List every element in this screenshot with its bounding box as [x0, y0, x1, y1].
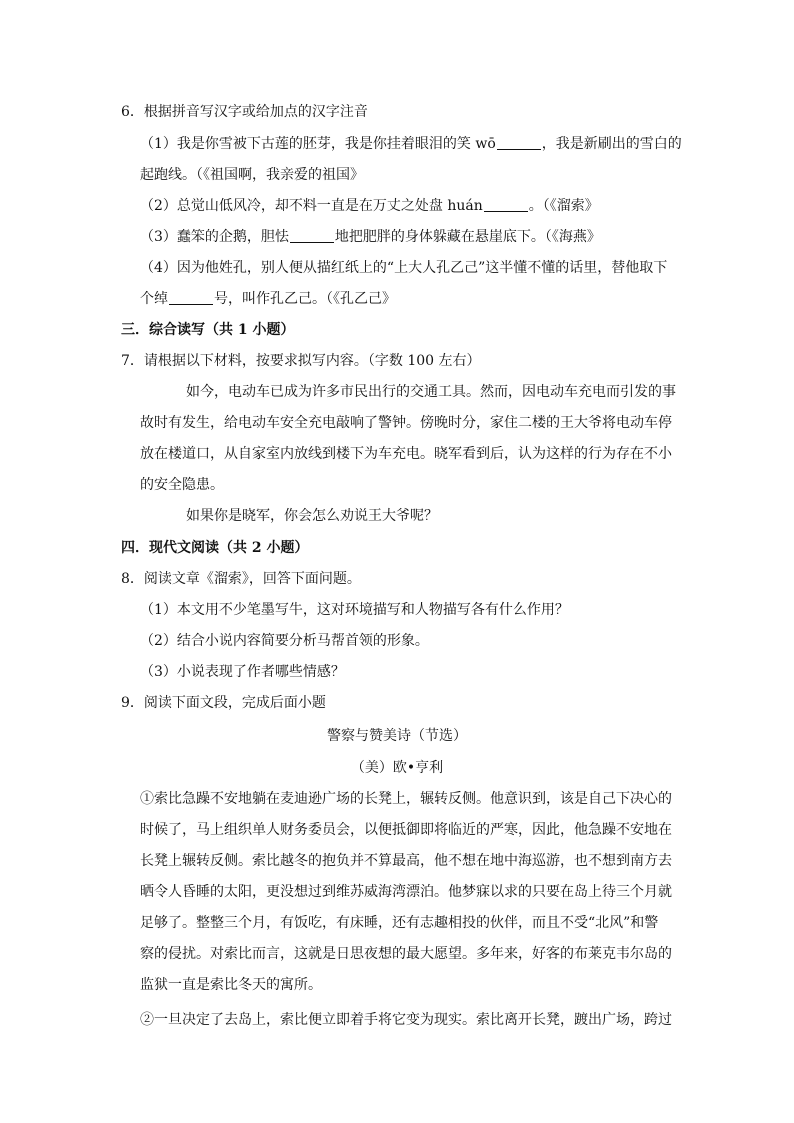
q8-title: 8．阅读文章《溜索》，回答下面问题。 — [121, 571, 361, 587]
q8-item-2: （2）结合小说内容简要分析马帮首领的形象。 — [140, 633, 429, 649]
q7-para-line-3: 放在楼道口，从自家室内放线到楼下为车充电。晓军看到后，认为这样的行为存在不小 — [140, 446, 672, 462]
article-line-1: ①索比急躁不安地躺在麦迪逊广场的长凳上，辗转反侧。他意识到，该是自己下决心的 — [140, 791, 672, 807]
q7-title: 7．请根据以下材料，按要求拟写内容。（字数 100 左右） — [121, 353, 481, 369]
q6-item-4: （4）因为他姓孔，别人便从描红纸上的“上大人孔乙己”这半懂不懂的话里，替他取下 — [140, 260, 668, 276]
article-line-4: 晒令人昏睡的太阳，更没想过到维苏威海湾漂泊。他梦寐以求的只要在岛上待三个月就 — [140, 884, 672, 900]
article-line-3: 长凳上辗转反侧。索比越冬的抱负并不算最高，他不想在地中海巡游，也不想到南方去 — [140, 853, 672, 869]
article-line-8: ②一旦决定了去岛上，索比便立即着手将它变为现实。索比离开长凳，踱出广场，跨过 — [140, 1012, 672, 1028]
q6-item-2-text-end: 。（《溜索》 — [528, 198, 599, 214]
answer-blank[interactable] — [290, 228, 334, 243]
q6-item-4-text: 个绰 — [140, 291, 168, 307]
q6-item-1-cont: 起跑线。（《祖国啊，我亲爱的祖国》 — [140, 167, 364, 183]
q6-item-1 — [140, 134, 682, 154]
q6-item-2 — [140, 196, 599, 216]
article-author: （美）欧•亨利 — [350, 760, 444, 776]
article-title: 警察与赞美诗（节选） — [327, 728, 467, 744]
answer-blank[interactable] — [497, 135, 541, 150]
article-line-7: 监狱一直是索比冬天的寓所。 — [140, 977, 322, 993]
q7-para-line-4: 的安全隐患。 — [140, 477, 224, 493]
q7-para-line-1: 如今，电动车已成为许多市民出行的交通工具。然而，因电动车充电而引发的事 — [186, 384, 676, 400]
q7-para-line-2: 故时有发生，给电动车安全充电敲响了警钟。傍晚时分，家住二楼的王大爷将电动车停 — [140, 415, 672, 431]
q9-title: 9．阅读下面文段，完成后面小题 — [121, 695, 326, 711]
q6-item-3-text-end: 地把肥胖的身体躲藏在悬崖底下。（《海燕》 — [334, 229, 601, 245]
q6-title: 6．根据拼音写汉字或给加点的汉字注音 — [121, 104, 368, 120]
q7-question: 如果你是晓军，你会怎么劝说王大爷呢？ — [186, 508, 438, 524]
section-4-heading: 四．现代文阅读（共 2 小题） — [121, 540, 309, 556]
article-line-6: 察的侵扰。对索比而言，这就是日思夜想的最大愿望。多年来，好客的布莱克韦尔岛的 — [140, 946, 672, 962]
answer-blank[interactable] — [484, 197, 528, 212]
article-line-2: 时候了，马上组织单人财务委员会，以便抵御即将临近的严寒，因此，他急躁不安地在 — [140, 822, 672, 838]
article-line-5: 足够了。整整三个月，有饭吃，有床睡，还有志趣相投的伙伴，而且不受“北风”和警 — [140, 915, 659, 931]
q6-item-1-text-end: ，我是新刷出的雪白的 — [541, 136, 682, 152]
q6-item-2-text: （2）总觉山低风冷，却不料一直是在万丈之处盘 huán — [140, 198, 483, 214]
q8-item-1: （1）本文用不少笔墨写牛，这对环境描写和人物描写各有什么作用？ — [140, 602, 569, 618]
answer-blank[interactable] — [169, 290, 213, 305]
q8-item-3: （3）小说表现了作者哪些情感？ — [140, 664, 345, 680]
q6-item-1-text: （1）我是你雪被下古莲的胚芽，我是你挂着眼泪的笑 wō — [140, 136, 496, 152]
q6-item-4-text-end: 号，叫作孔乙己。（《孔乙己》 — [214, 291, 396, 307]
q6-item-4-cont — [140, 289, 396, 309]
section-3-heading: 三．综合读写（共 1 小题） — [121, 322, 295, 338]
q6-item-3 — [140, 227, 601, 247]
q6-item-3-text: （3）蠢笨的企鹅，胆怯 — [140, 229, 289, 245]
